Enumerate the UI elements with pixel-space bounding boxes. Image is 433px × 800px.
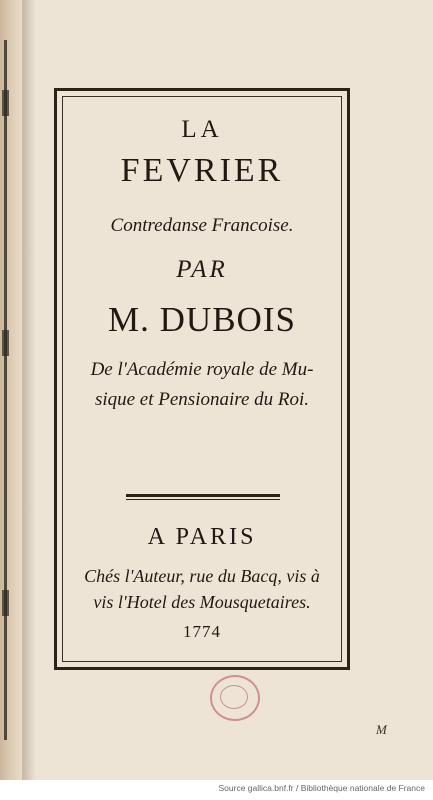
address-line-1: Chés l'Auteur, rue du Bacq, vis à (84, 566, 320, 586)
subtitle: Contredanse Francoise. (110, 215, 294, 236)
affiliation-line-1: De l'Académie royale de Mu- (90, 359, 314, 380)
title-line-1: LA (181, 116, 223, 143)
binding-mark (2, 330, 9, 356)
publication-year: 1774 (183, 622, 221, 641)
title-line-2: FEVRIER (120, 152, 284, 189)
author-name: M. DUBOIS (108, 300, 296, 339)
by-word: PAR (176, 256, 228, 283)
double-rule-divider (126, 494, 280, 500)
binding-mark (2, 590, 9, 616)
corner-mark: M (376, 722, 387, 737)
binding-edge (4, 40, 7, 740)
library-stamp-inner (220, 685, 248, 709)
address-line-2: vis l'Hotel des Mousquetaires. (93, 592, 311, 612)
binding-mark (2, 90, 9, 116)
book-binding (0, 0, 22, 780)
page-gutter-shadow (22, 0, 36, 780)
library-stamp (210, 675, 260, 721)
place-of-publication: A PARIS (147, 524, 257, 550)
source-credit: Source gallica.bnf.fr / Bibliothèque nationale de France (218, 783, 425, 793)
affiliation-line-2: sique et Pensionaire du Roi. (94, 389, 310, 410)
